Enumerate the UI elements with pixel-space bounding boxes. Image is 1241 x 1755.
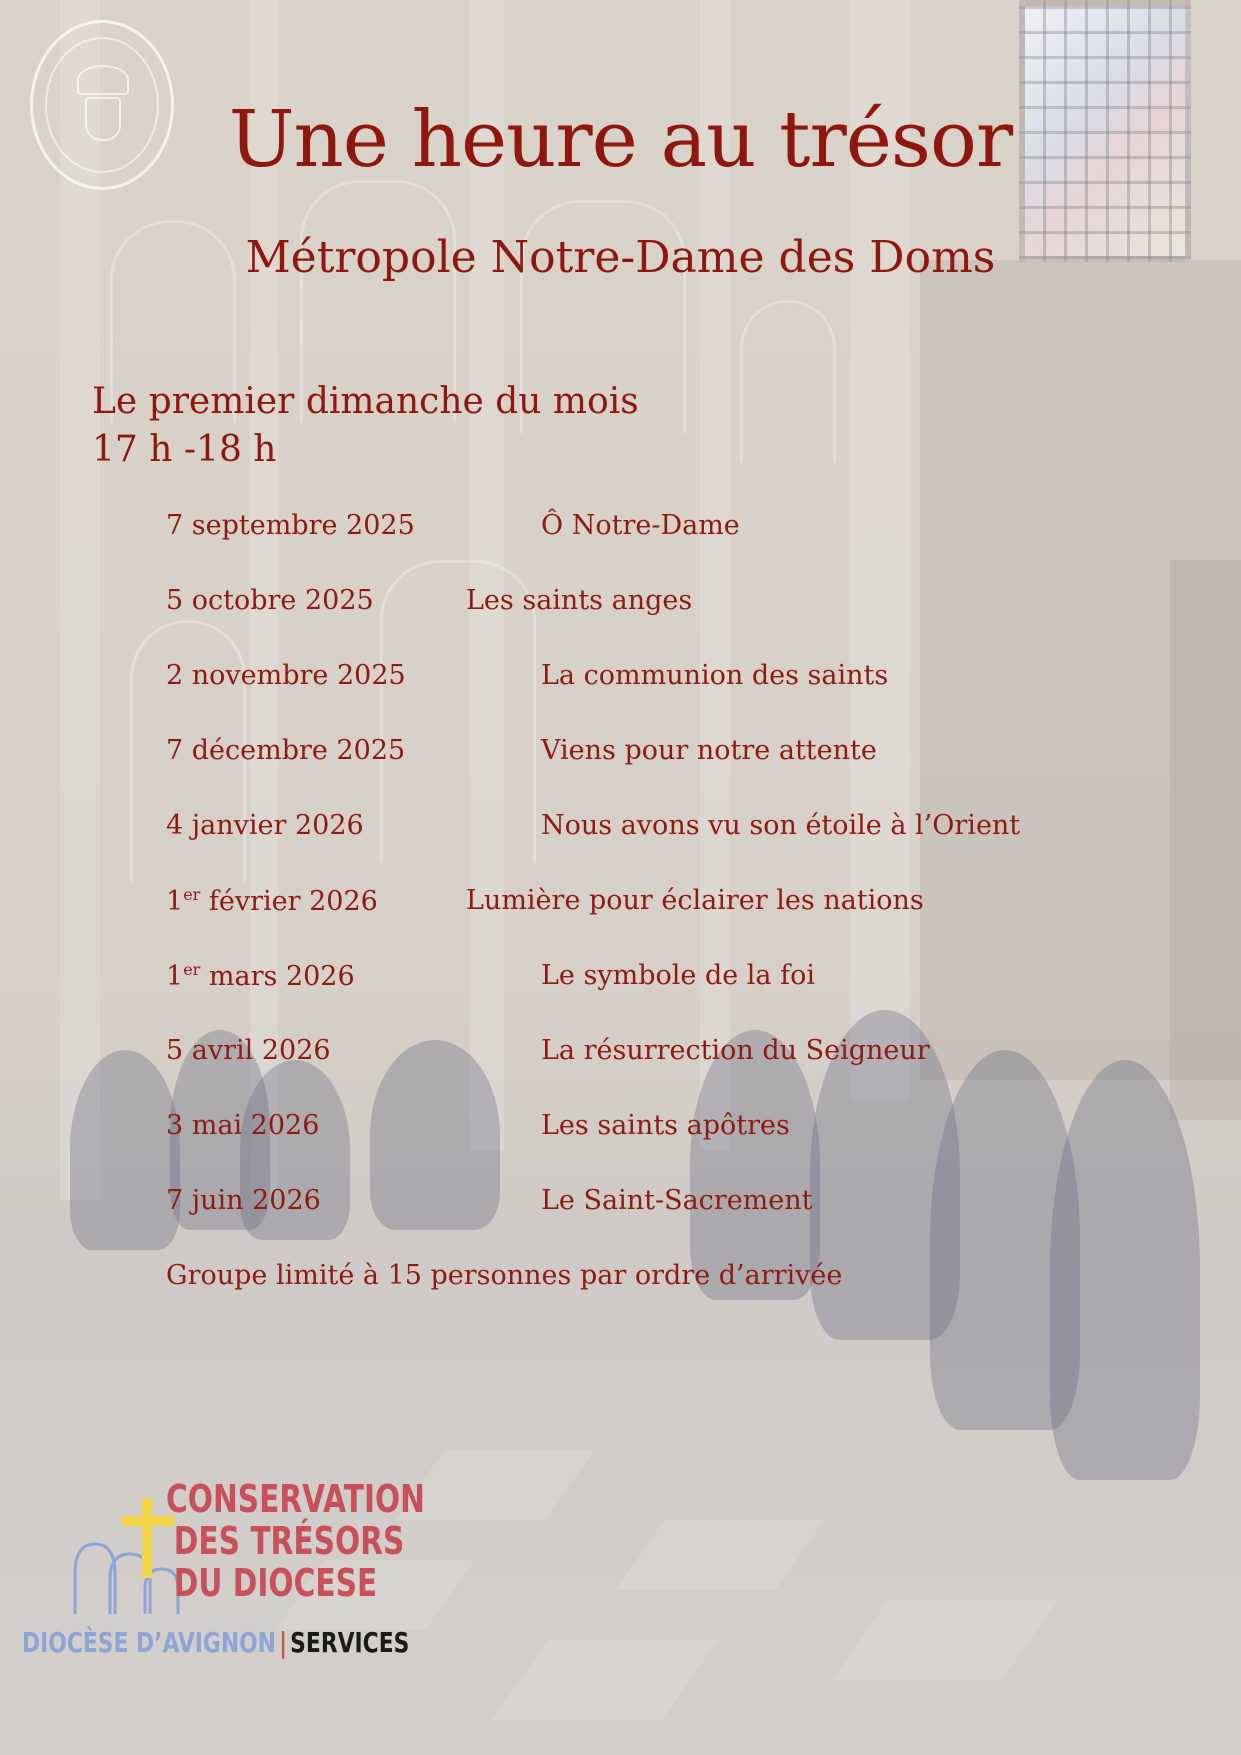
event-row bbox=[166, 960, 1206, 1035]
logo-line-1: CONSERVATION bbox=[166, 1477, 425, 1521]
event-row bbox=[166, 735, 1206, 810]
event-row bbox=[166, 810, 1206, 885]
event-theme: Lumière pour éclairer les nations bbox=[466, 885, 924, 916]
event-row bbox=[166, 660, 1206, 735]
event-theme: Les saints apôtres bbox=[541, 1110, 790, 1141]
event-theme: Les saints anges bbox=[466, 585, 693, 616]
page-title: Une heure au trésor bbox=[228, 95, 1013, 185]
event-theme: Ô Notre-Dame bbox=[541, 510, 740, 541]
event-date: 1er février 2026 bbox=[166, 885, 378, 917]
schedule-intro bbox=[92, 378, 639, 474]
logo-line-2: DES TRÉSORS bbox=[173, 1519, 405, 1563]
event-row bbox=[166, 1035, 1206, 1110]
event-date: 7 décembre 2025 bbox=[166, 735, 406, 766]
event-theme: La communion des saints bbox=[541, 660, 889, 691]
event-theme: La résurrection du Seigneur bbox=[541, 1035, 930, 1066]
event-date: 5 avril 2026 bbox=[166, 1035, 331, 1066]
event-row bbox=[166, 585, 1206, 660]
schedule-hours: 17 h -18 h bbox=[92, 429, 277, 470]
event-date: 1er mars 2026 bbox=[166, 960, 355, 992]
logo-line-3: DU DIOCESE bbox=[173, 1561, 378, 1605]
event-row bbox=[166, 885, 1206, 960]
logo-separator: | bbox=[279, 1626, 288, 1659]
event-theme: Viens pour notre attente bbox=[541, 735, 877, 766]
event-row bbox=[166, 510, 1206, 585]
conservation-logo bbox=[22, 1477, 425, 1659]
event-theme: Le symbole de la foi bbox=[541, 960, 815, 991]
event-theme: Le Saint-Sacrement bbox=[541, 1185, 813, 1216]
event-theme: Nous avons vu son étoile à l’Orient bbox=[541, 810, 1021, 841]
logo-services: SERVICES bbox=[290, 1626, 410, 1659]
event-date: 7 septembre 2025 bbox=[166, 510, 415, 541]
group-note: Groupe limité à 15 personnes par ordre d’arrivée bbox=[166, 1260, 843, 1291]
logo-diocese-name: DIOCÈSE D’AVIGNON bbox=[22, 1626, 276, 1659]
event-date: 4 janvier 2026 bbox=[166, 810, 364, 841]
event-row bbox=[166, 1185, 1206, 1260]
event-date: 3 mai 2026 bbox=[166, 1110, 320, 1141]
schedule-frequency: Le premier dimanche du mois bbox=[92, 381, 639, 422]
event-date: 7 juin 2026 bbox=[166, 1185, 321, 1216]
event-row bbox=[166, 1110, 1206, 1185]
event-date: 5 octobre 2025 bbox=[166, 585, 374, 616]
event-date: 2 novembre 2025 bbox=[166, 660, 406, 691]
logo-footer bbox=[22, 1626, 409, 1659]
event-list bbox=[166, 510, 1206, 1260]
page-subtitle: Métropole Notre-Dame des Doms bbox=[245, 232, 996, 283]
